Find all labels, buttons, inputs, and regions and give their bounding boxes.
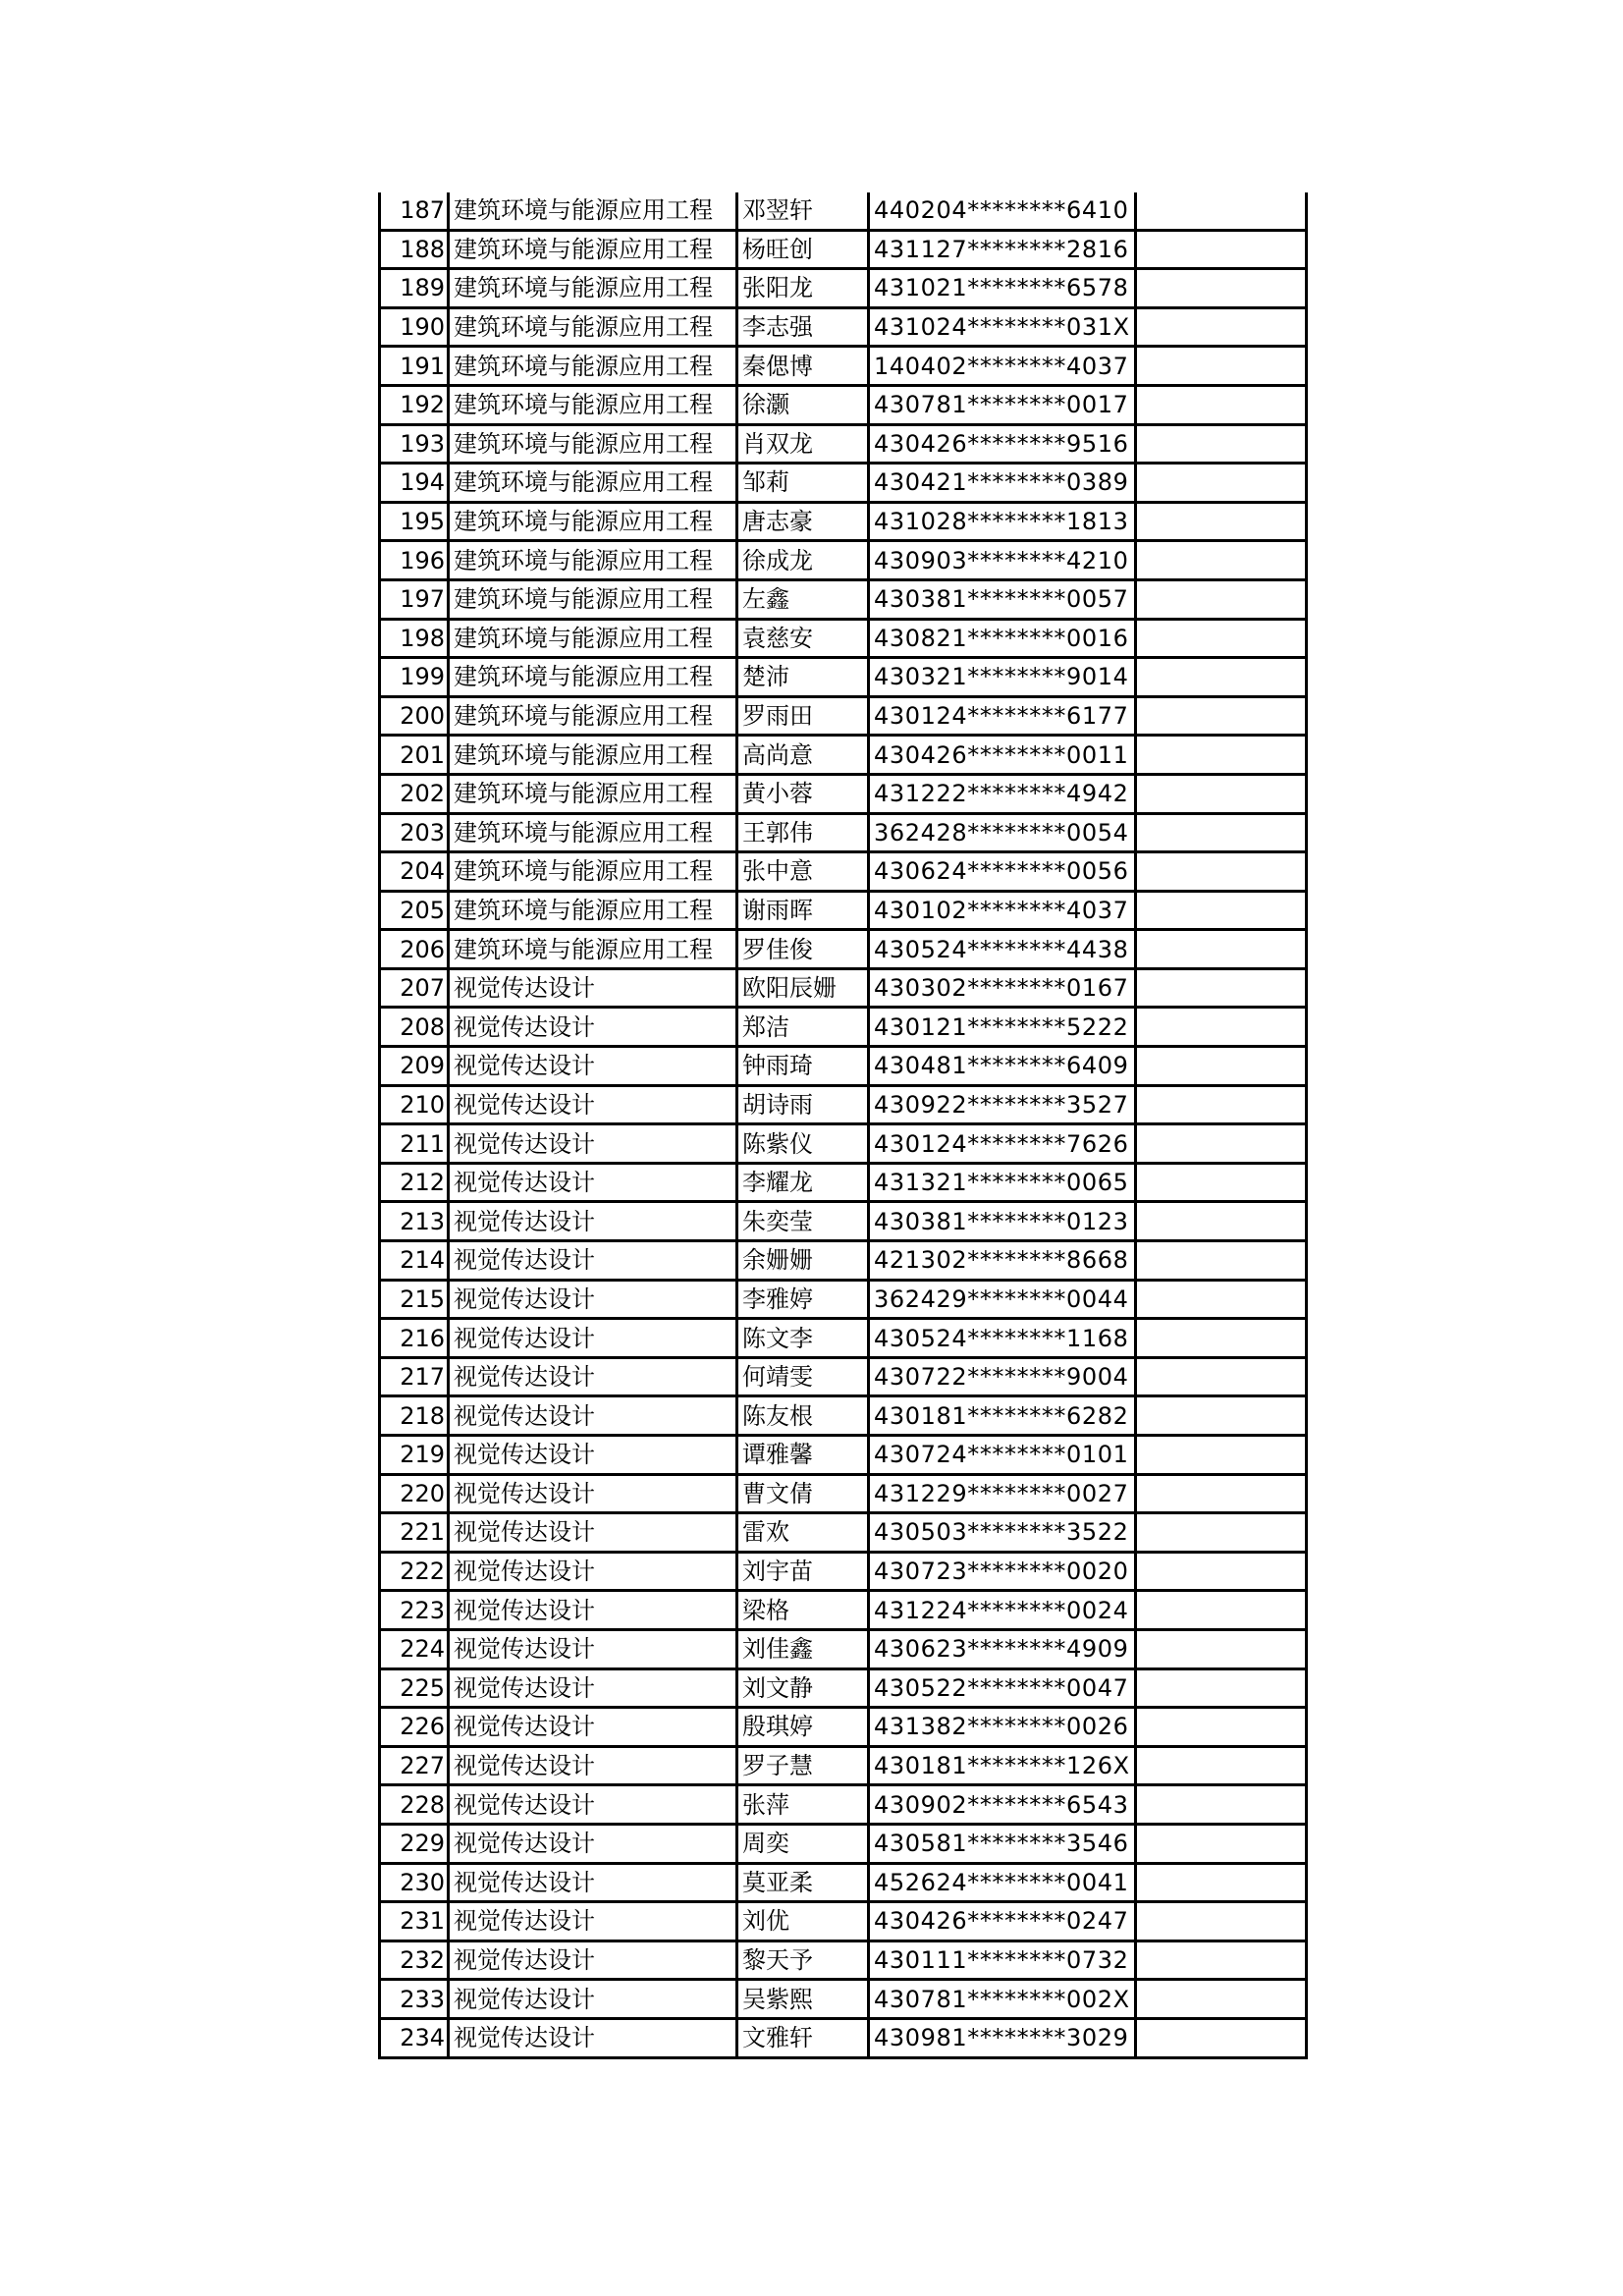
- remark-cell: [1136, 1980, 1307, 2019]
- student-name-cell: 刘优: [737, 1902, 869, 1941]
- id-number-cell: 431382********0026: [869, 1708, 1136, 1747]
- table-row: [380, 696, 1307, 736]
- major-cell: 建筑环境与能源应用工程: [449, 852, 737, 892]
- id-number-cell: 430724********0101: [869, 1436, 1136, 1475]
- remark-cell: [1136, 1824, 1307, 1863]
- table-row: [380, 1202, 1307, 1241]
- remark-cell: [1136, 696, 1307, 736]
- table-row: [380, 1474, 1307, 1513]
- id-number-cell: 431028********1813: [869, 502, 1136, 541]
- id-number-cell: 431229********0027: [869, 1474, 1136, 1513]
- table-row: [380, 1980, 1307, 2019]
- table-row: [380, 658, 1307, 697]
- table-row: [380, 464, 1307, 503]
- table-row: [380, 1824, 1307, 1863]
- row-number-cell: 213: [380, 1202, 449, 1241]
- table-row: [380, 1241, 1307, 1281]
- student-name-cell: 秦偲博: [737, 347, 869, 386]
- id-number-cell: 430181********6282: [869, 1396, 1136, 1436]
- table-row: [380, 230, 1307, 269]
- id-number-cell: 452624********0041: [869, 1863, 1136, 1902]
- remark-cell: [1136, 502, 1307, 541]
- student-name-cell: 钟雨琦: [737, 1047, 869, 1086]
- id-number-cell: 431024********031X: [869, 307, 1136, 347]
- student-name-cell: 罗佳俊: [737, 930, 869, 969]
- student-name-cell: 左鑫: [737, 579, 869, 619]
- student-name-cell: 朱奕莹: [737, 1202, 869, 1241]
- major-cell: 视觉传达设计: [449, 1241, 737, 1281]
- table-row: [380, 1863, 1307, 1902]
- row-number-cell: 230: [380, 1863, 449, 1902]
- major-cell: 视觉传达设计: [449, 1357, 737, 1396]
- row-number-cell: 208: [380, 1008, 449, 1047]
- student-name-cell: 楚沛: [737, 658, 869, 697]
- remark-cell: [1136, 1124, 1307, 1164]
- major-cell: 视觉传达设计: [449, 1280, 737, 1319]
- table-row: [380, 502, 1307, 541]
- table-row: [380, 968, 1307, 1008]
- major-cell: 建筑环境与能源应用工程: [449, 230, 737, 269]
- major-cell: 建筑环境与能源应用工程: [449, 424, 737, 464]
- major-cell: 视觉传达设计: [449, 1319, 737, 1358]
- id-number-cell: 430481********6409: [869, 1047, 1136, 1086]
- student-name-cell: 谢雨晖: [737, 891, 869, 930]
- id-number-cell: 430522********0047: [869, 1668, 1136, 1708]
- table-row: [380, 1746, 1307, 1785]
- row-number-cell: 229: [380, 1824, 449, 1863]
- remark-cell: [1136, 1513, 1307, 1553]
- student-name-cell: 郑洁: [737, 1008, 869, 1047]
- remark-cell: [1136, 736, 1307, 775]
- row-number-cell: 207: [380, 968, 449, 1008]
- row-number-cell: 214: [380, 1241, 449, 1281]
- row-number-cell: 220: [380, 1474, 449, 1513]
- table-row: [380, 1008, 1307, 1047]
- major-cell: 视觉传达设计: [449, 1591, 737, 1630]
- table-row: [380, 1629, 1307, 1668]
- table-row: [380, 1085, 1307, 1124]
- table-row: [380, 1902, 1307, 1941]
- row-number-cell: 187: [380, 192, 449, 230]
- row-number-cell: 219: [380, 1436, 449, 1475]
- remark-cell: [1136, 1785, 1307, 1825]
- row-number-cell: 192: [380, 385, 449, 424]
- major-cell: 建筑环境与能源应用工程: [449, 502, 737, 541]
- remark-cell: [1136, 269, 1307, 308]
- remark-cell: [1136, 813, 1307, 852]
- major-cell: 建筑环境与能源应用工程: [449, 736, 737, 775]
- table-row: [380, 1785, 1307, 1825]
- row-number-cell: 203: [380, 813, 449, 852]
- remark-cell: [1136, 619, 1307, 658]
- row-number-cell: 221: [380, 1513, 449, 1553]
- major-cell: 视觉传达设计: [449, 1708, 737, 1747]
- remark-cell: [1136, 1085, 1307, 1124]
- table-row: [380, 347, 1307, 386]
- id-number-cell: 430781********0017: [869, 385, 1136, 424]
- remark-cell: [1136, 347, 1307, 386]
- id-number-cell: 431222********4942: [869, 774, 1136, 813]
- remark-cell: [1136, 1668, 1307, 1708]
- student-name-cell: 胡诗雨: [737, 1085, 869, 1124]
- major-cell: 建筑环境与能源应用工程: [449, 464, 737, 503]
- student-name-cell: 袁慈安: [737, 619, 869, 658]
- id-number-cell: 430102********4037: [869, 891, 1136, 930]
- student-name-cell: 罗雨田: [737, 696, 869, 736]
- table-row: [380, 192, 1307, 230]
- id-number-cell: 430426********0011: [869, 736, 1136, 775]
- remark-cell: [1136, 1436, 1307, 1475]
- id-number-cell: 362428********0054: [869, 813, 1136, 852]
- row-number-cell: 197: [380, 579, 449, 619]
- remark-cell: [1136, 1902, 1307, 1941]
- table-row: [380, 1591, 1307, 1630]
- roster-body: [380, 192, 1307, 2057]
- student-name-cell: 刘文静: [737, 1668, 869, 1708]
- id-number-cell: 430302********0167: [869, 968, 1136, 1008]
- id-number-cell: 430426********0247: [869, 1902, 1136, 1941]
- remark-cell: [1136, 1629, 1307, 1668]
- remark-cell: [1136, 658, 1307, 697]
- remark-cell: [1136, 192, 1307, 230]
- major-cell: 视觉传达设计: [449, 1474, 737, 1513]
- row-number-cell: 218: [380, 1396, 449, 1436]
- major-cell: 建筑环境与能源应用工程: [449, 269, 737, 308]
- student-name-cell: 邹莉: [737, 464, 869, 503]
- row-number-cell: 217: [380, 1357, 449, 1396]
- row-number-cell: 193: [380, 424, 449, 464]
- id-number-cell: 430524********4438: [869, 930, 1136, 969]
- row-number-cell: 191: [380, 347, 449, 386]
- id-number-cell: 430902********6543: [869, 1785, 1136, 1825]
- major-cell: 视觉传达设计: [449, 1785, 737, 1825]
- major-cell: 视觉传达设计: [449, 1396, 737, 1436]
- student-name-cell: 刘佳鑫: [737, 1629, 869, 1668]
- id-number-cell: 431321********0065: [869, 1163, 1136, 1202]
- row-number-cell: 206: [380, 930, 449, 969]
- id-number-cell: 431127********2816: [869, 230, 1136, 269]
- table-row: [380, 541, 1307, 580]
- row-number-cell: 209: [380, 1047, 449, 1086]
- major-cell: 建筑环境与能源应用工程: [449, 619, 737, 658]
- remark-cell: [1136, 2018, 1307, 2057]
- major-cell: 建筑环境与能源应用工程: [449, 891, 737, 930]
- table-row: [380, 2018, 1307, 2057]
- remark-cell: [1136, 774, 1307, 813]
- id-number-cell: 430426********9516: [869, 424, 1136, 464]
- student-name-cell: 刘宇苗: [737, 1552, 869, 1591]
- student-name-cell: 徐灏: [737, 385, 869, 424]
- major-cell: 视觉传达设计: [449, 1513, 737, 1553]
- id-number-cell: 431021********6578: [869, 269, 1136, 308]
- major-cell: 视觉传达设计: [449, 1124, 737, 1164]
- student-name-cell: 陈友根: [737, 1396, 869, 1436]
- table-row: [380, 579, 1307, 619]
- id-number-cell: 430722********9004: [869, 1357, 1136, 1396]
- student-name-cell: 莫亚柔: [737, 1863, 869, 1902]
- table-row: [380, 1396, 1307, 1436]
- id-number-cell: 140402********4037: [869, 347, 1136, 386]
- row-number-cell: 201: [380, 736, 449, 775]
- student-name-cell: 杨旺创: [737, 230, 869, 269]
- row-number-cell: 212: [380, 1163, 449, 1202]
- row-number-cell: 195: [380, 502, 449, 541]
- row-number-cell: 232: [380, 1941, 449, 1980]
- row-number-cell: 211: [380, 1124, 449, 1164]
- row-number-cell: 234: [380, 2018, 449, 2057]
- row-number-cell: 210: [380, 1085, 449, 1124]
- student-name-cell: 何靖雯: [737, 1357, 869, 1396]
- remark-cell: [1136, 579, 1307, 619]
- id-number-cell: 440204********6410: [869, 192, 1136, 230]
- id-number-cell: 421302********8668: [869, 1241, 1136, 1281]
- student-name-cell: 唐志豪: [737, 502, 869, 541]
- remark-cell: [1136, 1163, 1307, 1202]
- id-number-cell: 430111********0732: [869, 1941, 1136, 1980]
- table-row: [380, 1436, 1307, 1475]
- student-name-cell: 张萍: [737, 1785, 869, 1825]
- student-name-cell: 李耀龙: [737, 1163, 869, 1202]
- major-cell: 建筑环境与能源应用工程: [449, 192, 737, 230]
- remark-cell: [1136, 230, 1307, 269]
- table-row: [380, 852, 1307, 892]
- row-number-cell: 215: [380, 1280, 449, 1319]
- major-cell: 建筑环境与能源应用工程: [449, 930, 737, 969]
- row-number-cell: 196: [380, 541, 449, 580]
- table-row: [380, 736, 1307, 775]
- row-number-cell: 228: [380, 1785, 449, 1825]
- row-number-cell: 190: [380, 307, 449, 347]
- major-cell: 建筑环境与能源应用工程: [449, 541, 737, 580]
- student-name-cell: 谭雅馨: [737, 1436, 869, 1475]
- id-number-cell: 430381********0123: [869, 1202, 1136, 1241]
- remark-cell: [1136, 1396, 1307, 1436]
- student-name-cell: 陈紫仪: [737, 1124, 869, 1164]
- major-cell: 视觉传达设计: [449, 968, 737, 1008]
- remark-cell: [1136, 930, 1307, 969]
- major-cell: 视觉传达设计: [449, 2018, 737, 2057]
- row-number-cell: 222: [380, 1552, 449, 1591]
- student-name-cell: 黎天予: [737, 1941, 869, 1980]
- id-number-cell: 430623********4909: [869, 1629, 1136, 1668]
- student-name-cell: 殷琪婷: [737, 1708, 869, 1747]
- remark-cell: [1136, 464, 1307, 503]
- student-name-cell: 李雅婷: [737, 1280, 869, 1319]
- table-row: [380, 385, 1307, 424]
- row-number-cell: 227: [380, 1746, 449, 1785]
- major-cell: 建筑环境与能源应用工程: [449, 696, 737, 736]
- row-number-cell: 225: [380, 1668, 449, 1708]
- remark-cell: [1136, 1552, 1307, 1591]
- row-number-cell: 216: [380, 1319, 449, 1358]
- student-name-cell: 高尚意: [737, 736, 869, 775]
- remark-cell: [1136, 541, 1307, 580]
- major-cell: 视觉传达设计: [449, 1980, 737, 2019]
- table-row: [380, 307, 1307, 347]
- id-number-cell: 430321********9014: [869, 658, 1136, 697]
- major-cell: 建筑环境与能源应用工程: [449, 347, 737, 386]
- id-number-cell: 430421********0389: [869, 464, 1136, 503]
- major-cell: 视觉传达设计: [449, 1824, 737, 1863]
- major-cell: 视觉传达设计: [449, 1436, 737, 1475]
- row-number-cell: 198: [380, 619, 449, 658]
- remark-cell: [1136, 1280, 1307, 1319]
- remark-cell: [1136, 1241, 1307, 1281]
- major-cell: 建筑环境与能源应用工程: [449, 658, 737, 697]
- remark-cell: [1136, 1047, 1307, 1086]
- id-number-cell: 430581********3546: [869, 1824, 1136, 1863]
- remark-cell: [1136, 1319, 1307, 1358]
- table-row: [380, 930, 1307, 969]
- id-number-cell: 431224********0024: [869, 1591, 1136, 1630]
- student-name-cell: 吴紫熙: [737, 1980, 869, 2019]
- major-cell: 视觉传达设计: [449, 1668, 737, 1708]
- major-cell: 建筑环境与能源应用工程: [449, 813, 737, 852]
- table-row: [380, 1163, 1307, 1202]
- major-cell: 建筑环境与能源应用工程: [449, 774, 737, 813]
- major-cell: 视觉传达设计: [449, 1202, 737, 1241]
- row-number-cell: 205: [380, 891, 449, 930]
- student-name-cell: 欧阳辰姗: [737, 968, 869, 1008]
- table-row: [380, 774, 1307, 813]
- row-number-cell: 202: [380, 774, 449, 813]
- remark-cell: [1136, 424, 1307, 464]
- major-cell: 视觉传达设计: [449, 1008, 737, 1047]
- student-name-cell: 梁格: [737, 1591, 869, 1630]
- remark-cell: [1136, 891, 1307, 930]
- id-number-cell: 430624********0056: [869, 852, 1136, 892]
- table-row: [380, 269, 1307, 308]
- remark-cell: [1136, 1863, 1307, 1902]
- id-number-cell: 430181********126X: [869, 1746, 1136, 1785]
- table-row: [380, 1941, 1307, 1980]
- table-row: [380, 1047, 1307, 1086]
- remark-cell: [1136, 1708, 1307, 1747]
- student-name-cell: 陈文李: [737, 1319, 869, 1358]
- id-number-cell: 430503********3522: [869, 1513, 1136, 1553]
- remark-cell: [1136, 1591, 1307, 1630]
- remark-cell: [1136, 1008, 1307, 1047]
- major-cell: 视觉传达设计: [449, 1163, 737, 1202]
- student-name-cell: 周奕: [737, 1824, 869, 1863]
- id-number-cell: 430381********0057: [869, 579, 1136, 619]
- student-name-cell: 罗子慧: [737, 1746, 869, 1785]
- major-cell: 建筑环境与能源应用工程: [449, 307, 737, 347]
- table-row: [380, 1280, 1307, 1319]
- major-cell: 视觉传达设计: [449, 1902, 737, 1941]
- id-number-cell: 430124********6177: [869, 696, 1136, 736]
- id-number-cell: 430524********1168: [869, 1319, 1136, 1358]
- row-number-cell: 199: [380, 658, 449, 697]
- row-number-cell: 224: [380, 1629, 449, 1668]
- table-row: [380, 813, 1307, 852]
- table-row: [380, 1124, 1307, 1164]
- row-number-cell: 223: [380, 1591, 449, 1630]
- roster-table: [378, 192, 1308, 2059]
- remark-cell: [1136, 852, 1307, 892]
- student-name-cell: 王郭伟: [737, 813, 869, 852]
- student-name-cell: 肖双龙: [737, 424, 869, 464]
- major-cell: 视觉传达设计: [449, 1863, 737, 1902]
- student-name-cell: 张中意: [737, 852, 869, 892]
- id-number-cell: 430821********0016: [869, 619, 1136, 658]
- student-name-cell: 余姗姗: [737, 1241, 869, 1281]
- student-name-cell: 文雅轩: [737, 2018, 869, 2057]
- table-row: [380, 891, 1307, 930]
- row-number-cell: 200: [380, 696, 449, 736]
- table-row: [380, 1552, 1307, 1591]
- row-number-cell: 233: [380, 1980, 449, 2019]
- row-number-cell: 204: [380, 852, 449, 892]
- id-number-cell: 430781********002X: [869, 1980, 1136, 2019]
- major-cell: 视觉传达设计: [449, 1552, 737, 1591]
- remark-cell: [1136, 307, 1307, 347]
- major-cell: 视觉传达设计: [449, 1047, 737, 1086]
- table-row: [380, 424, 1307, 464]
- major-cell: 建筑环境与能源应用工程: [449, 579, 737, 619]
- major-cell: 视觉传达设计: [449, 1629, 737, 1668]
- row-number-cell: 231: [380, 1902, 449, 1941]
- id-number-cell: 430124********7626: [869, 1124, 1136, 1164]
- id-number-cell: 430723********0020: [869, 1552, 1136, 1591]
- student-name-cell: 李志强: [737, 307, 869, 347]
- table-row: [380, 1708, 1307, 1747]
- student-name-cell: 雷欢: [737, 1513, 869, 1553]
- row-number-cell: 188: [380, 230, 449, 269]
- row-number-cell: 194: [380, 464, 449, 503]
- student-name-cell: 曹文倩: [737, 1474, 869, 1513]
- remark-cell: [1136, 385, 1307, 424]
- id-number-cell: 430981********3029: [869, 2018, 1136, 2057]
- remark-cell: [1136, 1746, 1307, 1785]
- table-row: [380, 619, 1307, 658]
- student-name-cell: 邓翌轩: [737, 192, 869, 230]
- id-number-cell: 430903********4210: [869, 541, 1136, 580]
- id-number-cell: 430121********5222: [869, 1008, 1136, 1047]
- major-cell: 视觉传达设计: [449, 1941, 737, 1980]
- table-row: [380, 1513, 1307, 1553]
- remark-cell: [1136, 1357, 1307, 1396]
- row-number-cell: 226: [380, 1708, 449, 1747]
- student-name-cell: 张阳龙: [737, 269, 869, 308]
- student-name-cell: 黄小蓉: [737, 774, 869, 813]
- table-row: [380, 1668, 1307, 1708]
- remark-cell: [1136, 1474, 1307, 1513]
- table-row: [380, 1319, 1307, 1358]
- remark-cell: [1136, 1202, 1307, 1241]
- id-number-cell: 430922********3527: [869, 1085, 1136, 1124]
- remark-cell: [1136, 968, 1307, 1008]
- major-cell: 建筑环境与能源应用工程: [449, 385, 737, 424]
- student-name-cell: 徐成龙: [737, 541, 869, 580]
- major-cell: 视觉传达设计: [449, 1746, 737, 1785]
- major-cell: 视觉传达设计: [449, 1085, 737, 1124]
- id-number-cell: 362429********0044: [869, 1280, 1136, 1319]
- remark-cell: [1136, 1941, 1307, 1980]
- table-row: [380, 1357, 1307, 1396]
- row-number-cell: 189: [380, 269, 449, 308]
